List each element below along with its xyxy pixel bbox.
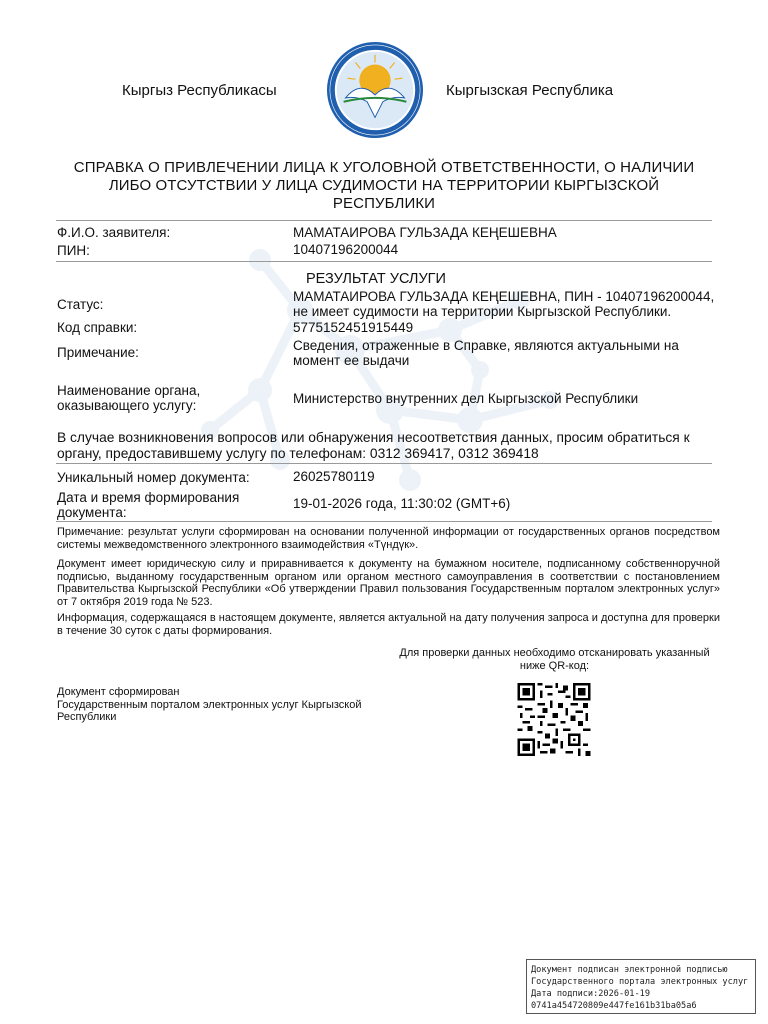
note-paragraph-1: Примечание: результат услуги сформирован на основании полученной информации от государственных органов посредством системы межведомственного электронного взаимодействия «Түндүк». bbox=[57, 526, 720, 551]
footer-line-2: Государственным порталом электронных услуг Кыргызской bbox=[57, 698, 362, 711]
datetime-label-line-1: Дата и время формирования bbox=[57, 490, 240, 505]
datetime-label-line-2: документа: bbox=[57, 505, 127, 520]
doc-number-label: Уникальный номер документа: bbox=[57, 470, 250, 485]
doc-number-value: 26025780119 bbox=[293, 469, 375, 484]
datetime-value: 19-01-2026 года, 11:30:02 (GMT+6) bbox=[293, 496, 511, 511]
status-line-1: МАМАТАИРОВА ГУЛЬЗАДА КЕҢЕШЕВНА, ПИН - 10407196200044, bbox=[293, 289, 715, 304]
divider bbox=[56, 220, 712, 221]
org-value: Министерство внутренних дел Кыргызской Республики bbox=[293, 391, 639, 406]
note-value bbox=[293, 338, 679, 368]
signature-line-3: Дата подписи:2026-01-19 bbox=[531, 989, 650, 999]
org-label-line-1: Наименование органа, bbox=[57, 383, 201, 398]
state-emblem-icon bbox=[326, 41, 424, 139]
qr-caption-line-1: Для проверки данных необходимо отсканировать указанный bbox=[399, 647, 710, 659]
qr-code[interactable] bbox=[514, 683, 594, 756]
signature-line-2: Государственного портала электронных услуг bbox=[531, 977, 749, 987]
title-line-3: РЕСПУБЛИКИ bbox=[332, 195, 436, 212]
code-label: Код справки: bbox=[57, 320, 138, 335]
status-value bbox=[293, 289, 714, 319]
document-title bbox=[40, 159, 728, 213]
footer-line-3: Республики bbox=[57, 711, 117, 723]
note-paragraph-2: Документ имеет юридическую силу и приравнивается к документу на бумажном носителе, подписанному собственноручной подписью, выданному государственным органом или органом местного самоуправления в соответствии с постановлением Правительства Кыргызской Республики «Об утверждении Правил пользования Государственным порталом электронных услуг» от 7 октября 2019 года № 523. bbox=[57, 558, 720, 608]
divider bbox=[56, 463, 712, 464]
title-line-1: СПРАВКА О ПРИВЛЕЧЕНИИ ЛИЦА К УГОЛОВНОЙ ОТВЕТСТВЕННОСТИ, О НАЛИЧИИ bbox=[73, 159, 695, 176]
header-left-title: Кыргыз Республикасы bbox=[122, 82, 277, 99]
fio-label: Ф.И.О. заявителя: bbox=[57, 225, 171, 240]
note-label: Примечание: bbox=[57, 345, 139, 360]
qr-caption-line-2: ниже QR-код: bbox=[519, 660, 590, 672]
org-label-line-2: оказывающего услугу: bbox=[57, 398, 197, 413]
divider bbox=[56, 521, 712, 522]
pin-label: ПИН: bbox=[57, 243, 90, 258]
footer-generated-by bbox=[57, 686, 362, 724]
contact-text bbox=[57, 430, 690, 461]
note-paragraph-3: Информация, содержащаяся в настоящем документе, является актуальной на дату получения запроса и доступна для проверки в течение 30 суток с даты формирования. bbox=[57, 612, 720, 637]
divider bbox=[56, 261, 712, 262]
qr-caption bbox=[388, 647, 721, 673]
note-line-2: момент ее выдачи bbox=[293, 353, 410, 368]
title-line-2: ЛИБО ОТСУТСТВИИ У ЛИЦА СУДИМОСТИ НА ТЕРРИТОРИИ КЫРГЫЗСКОЙ bbox=[108, 177, 660, 194]
status-line-2: не имеет судимости на территории Кыргызской Республики. bbox=[293, 304, 672, 319]
contact-line-2: органу, предоставившему услугу по телефонам: 0312 369417, 0312 369418 bbox=[57, 445, 539, 461]
org-label bbox=[57, 383, 200, 413]
datetime-label bbox=[57, 490, 239, 520]
note-line-1: Сведения, отраженные в Справке, являются актуальными на bbox=[293, 338, 679, 353]
e-signature-stamp bbox=[526, 959, 756, 1014]
status-label: Статус: bbox=[57, 297, 104, 312]
result-heading: РЕЗУЛЬТАТ УСЛУГИ bbox=[306, 271, 446, 287]
header-right-title: Кыргызская Республика bbox=[446, 82, 614, 99]
code-value: 5775152451915449 bbox=[293, 320, 414, 335]
pin-value: 10407196200044 bbox=[293, 242, 399, 257]
contact-line-1: В случае возникновения вопросов или обнаружения несоответствия данных, просим обратиться к bbox=[57, 430, 690, 445]
signature-line-1: Документ подписан электронной подписью bbox=[531, 965, 728, 975]
signature-line-4: 0741a454720809e447fe161b31ba05a6 bbox=[531, 1001, 697, 1011]
footer-line-1: Документ сформирован bbox=[57, 686, 180, 698]
fio-value: МАМАТАИРОВА ГУЛЬЗАДА КЕҢЕШЕВНА bbox=[293, 225, 557, 240]
